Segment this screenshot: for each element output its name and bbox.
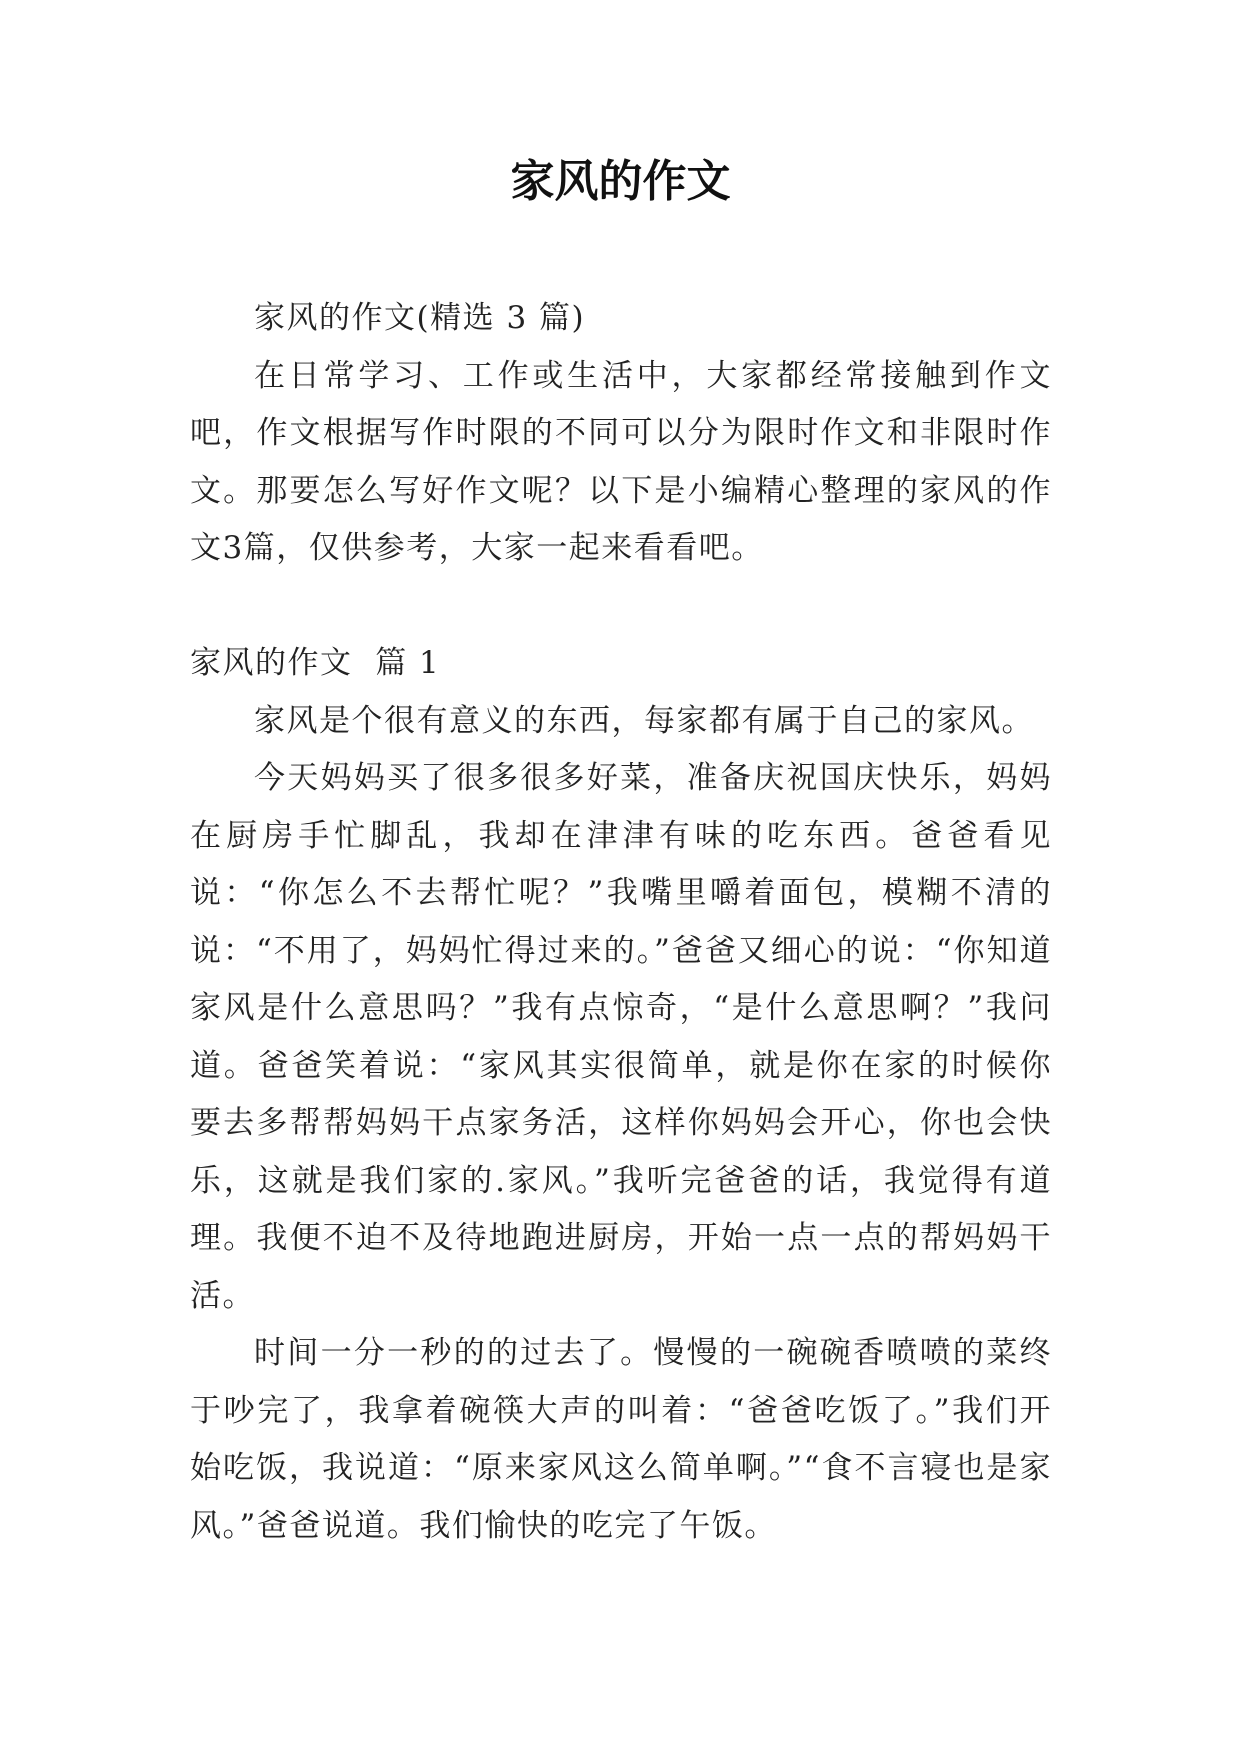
body-paragraph-1: 家风是个很有意义的东西，每家都有属于自己的家风。	[254, 702, 1034, 739]
document-title: 家风的作文	[510, 156, 731, 207]
section-heading: 家风的作文 篇 1	[190, 645, 441, 681]
section-spacer	[190, 578, 1052, 636]
intro-paragraph: 在日常学习、工作或生活中，大家都经常接触到作文吧，作文根据写作时限的不同可以分为限时作文和非限时作文。那要怎么写好作文呢？以下是小编精心整理的家风的作文3篇，仅供参考，大家一起来看看吧。	[190, 357, 1052, 566]
body-paragraph-3: 时间一分一秒的的过去了。慢慢的一碗碗香喷喷的菜终于吵完了，我拿着碗筷大声的叫着：“爸爸吃饭了。”我们开始吃饭，我说道：“原来家风这么简单啊。”“食不言寝也是家风。”爸爸说道。我们愉快的吃完了午饭。	[190, 1335, 1052, 1544]
document-body	[190, 290, 1052, 1555]
subtitle: 家风的作文(精选 3 篇)	[254, 300, 586, 336]
body-paragraph-2: 今天妈妈买了很多很多好菜，准备庆祝国庆快乐，妈妈在厨房手忙脚乱，我却在津津有味的吃东西。爸爸看见说：“你怎么不去帮忙呢？”我嘴里嚼着面包，模糊不清的说：“不用了，妈妈忙得过来的。”爸爸又细心的说：“你知道家风是什么意思吗？”我有点惊奇，“是什么意思啊？”我问道。爸爸笑着说：“家风其实很简单，就是你在家的时候你要去多帮帮妈妈干点家务活，这样你妈妈会开心，你也会快乐，这就是我们家的.家风。”我听完爸爸的话，我觉得有道理。我便不迫不及待地跑进厨房，开始一点一点的帮妈妈干活。	[190, 760, 1052, 1314]
